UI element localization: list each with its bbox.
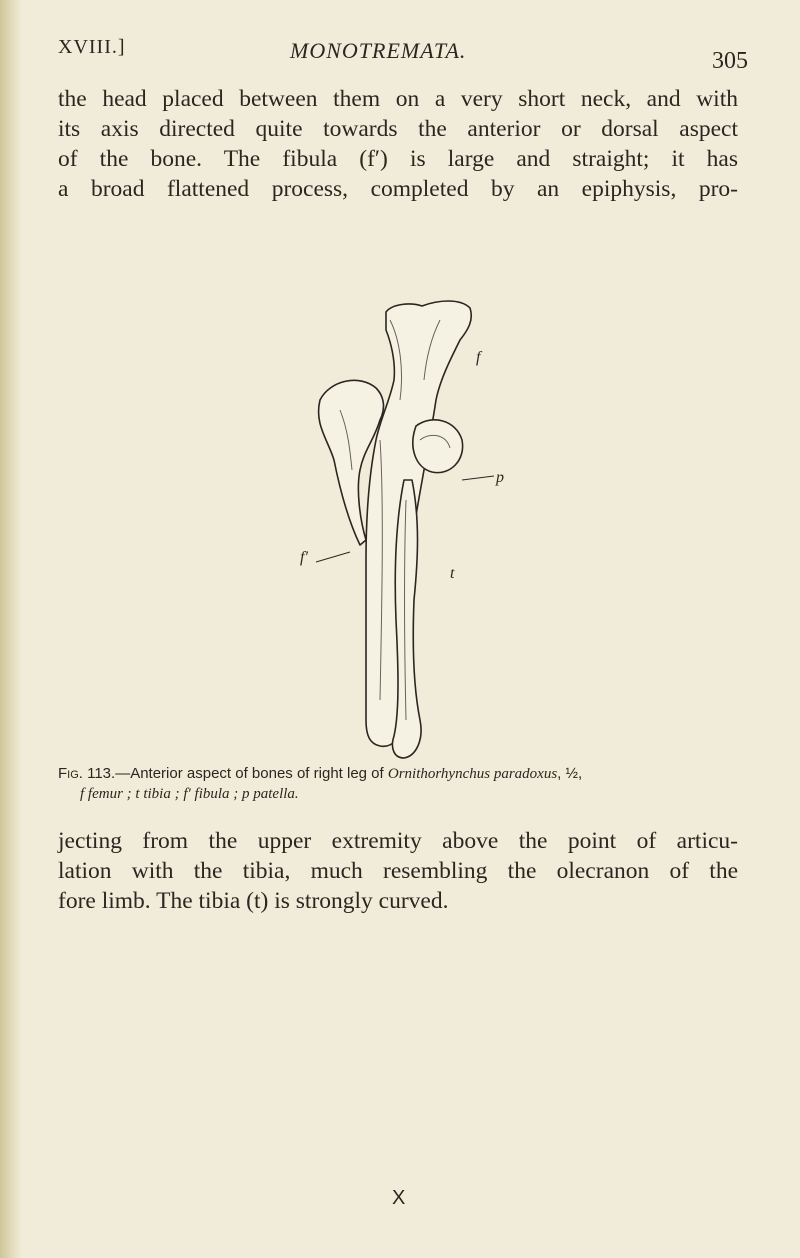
- figure-number: Fig. 113.: [58, 765, 116, 782]
- species-name: Ornithorhynchus paradoxus: [387, 766, 558, 782]
- fibula-label: f: [476, 349, 481, 366]
- patella-bone: [413, 420, 463, 473]
- text-line: jecting from the upper extremity above the point of articu-: [58, 828, 738, 854]
- femur-leader: [316, 552, 350, 562]
- text-line: fore limb. The tibia (t) is strongly curved.: [58, 888, 449, 914]
- text-line: of the bone. The fibula (f′) is large and straight; it has: [58, 146, 738, 172]
- paragraph-bottom: [58, 826, 738, 916]
- femur-label: f′: [300, 549, 308, 566]
- chapter-number: XVIII.]: [58, 36, 126, 58]
- paragraph-top: [58, 84, 738, 204]
- page-edge: [0, 0, 22, 1258]
- scale-note: , ½,: [557, 765, 583, 782]
- patella-label: p: [496, 469, 504, 486]
- caption-legend: f femur ; t tibia ; f′ fibula ; p patella.: [80, 786, 299, 802]
- figure-caption: [58, 764, 748, 804]
- tibia-label: t: [450, 565, 455, 582]
- page-number: 305: [712, 48, 748, 74]
- caption-line-1: [58, 764, 748, 784]
- text-line: the head placed between them on a very short neck, and with: [58, 86, 738, 112]
- text-line: its axis directed quite towards the anterior or dorsal aspect: [58, 116, 738, 142]
- running-head: [58, 36, 748, 76]
- leg-bones-figure: [300, 300, 510, 762]
- patella-leader: [462, 476, 494, 480]
- text-line: lation with the tibia, much resembling the olecranon of the: [58, 858, 738, 884]
- leg-bones-illustration: [300, 300, 510, 762]
- running-title: MONOTREMATA.: [290, 38, 467, 63]
- text-line: a broad flattened process, completed by an epiphysis, pro-: [58, 176, 738, 202]
- signature-mark: X: [392, 1187, 406, 1209]
- caption-text: —Anterior aspect of bones of right leg of: [115, 765, 388, 782]
